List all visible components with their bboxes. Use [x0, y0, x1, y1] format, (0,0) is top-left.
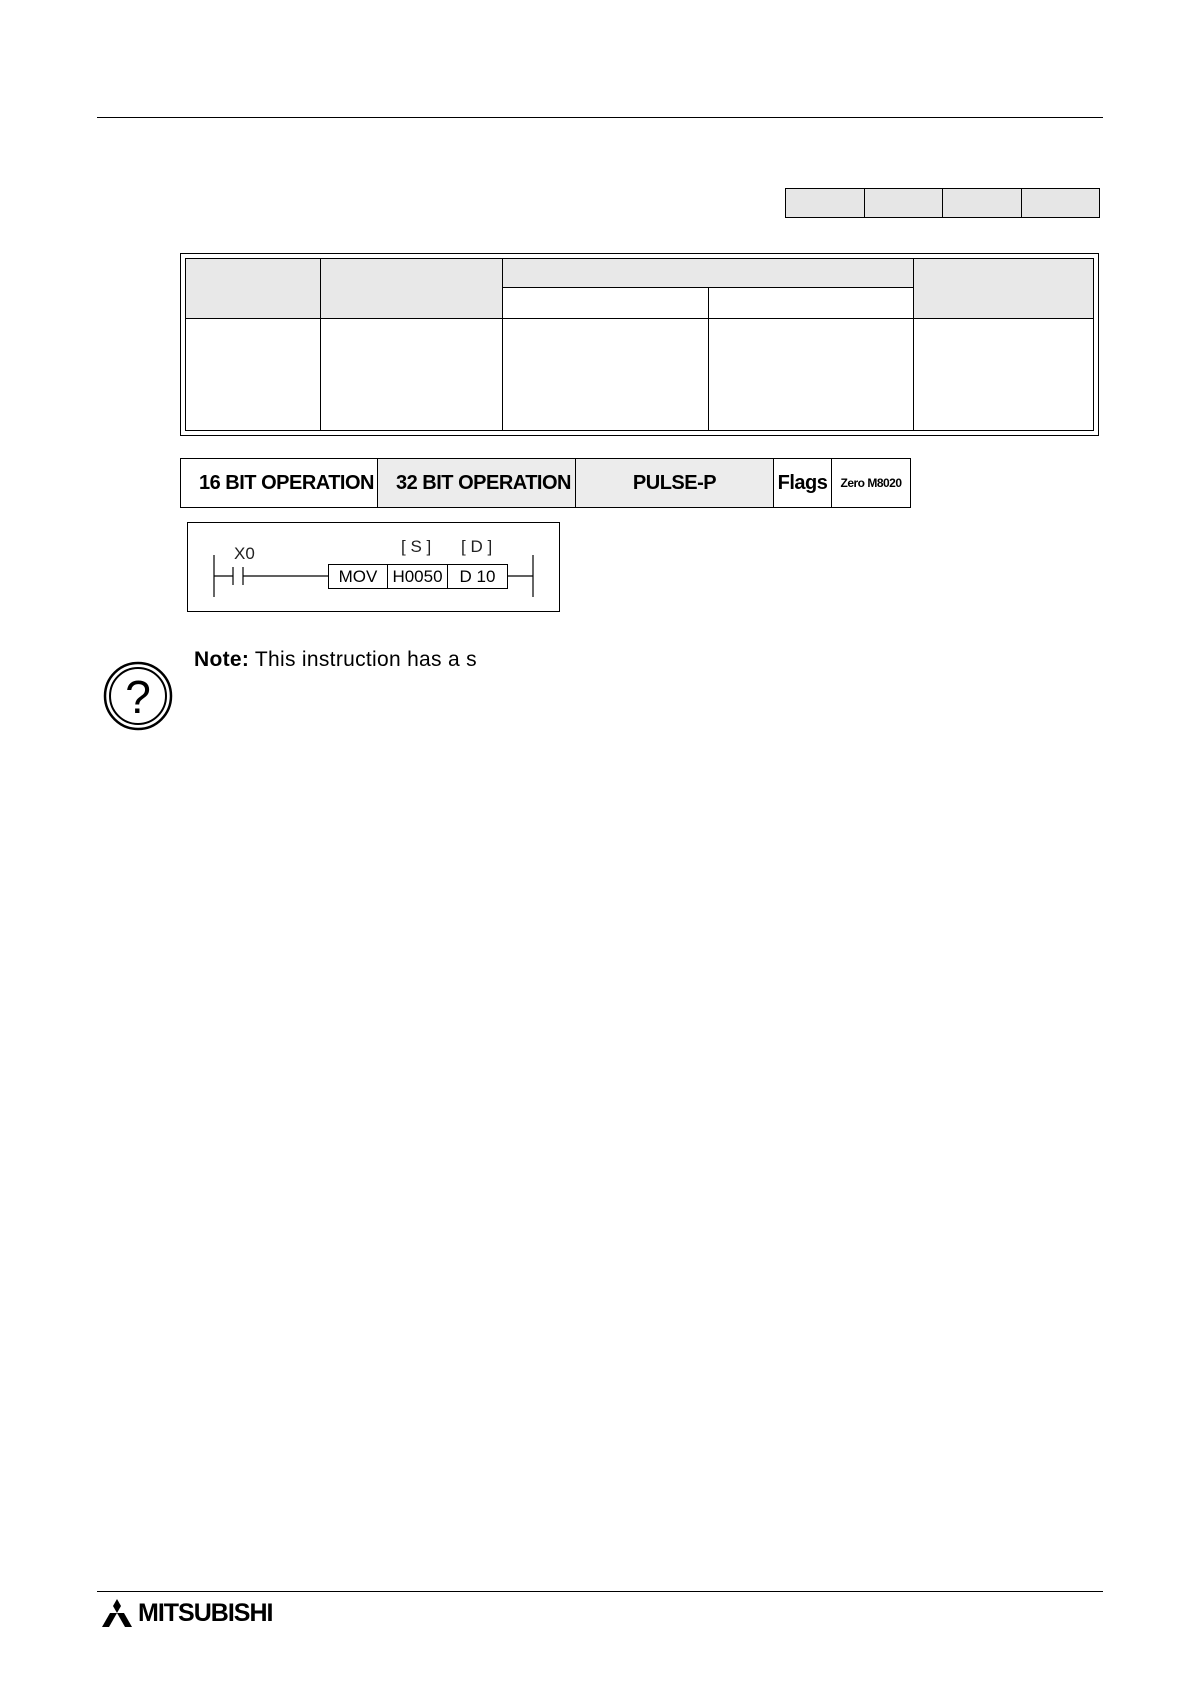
table-cell — [320, 319, 502, 431]
strip-cell — [943, 189, 1022, 217]
question-icon — [103, 660, 173, 732]
applicability-strip — [785, 188, 1100, 218]
table-header-cell — [320, 259, 502, 319]
table-header-cell — [503, 259, 913, 288]
strip-cell — [786, 189, 865, 217]
table-cell — [913, 319, 1093, 431]
destination-value-box: D 10 — [447, 564, 508, 589]
instruction-box: MOV — [328, 564, 388, 589]
strip-cell — [865, 189, 944, 217]
strip-cell — [1022, 189, 1100, 217]
destination-operand-label: [ D ] — [461, 537, 493, 556]
source-value-box: H0050 — [387, 564, 448, 589]
operand-table — [180, 253, 1099, 436]
table-header-cell — [913, 259, 1093, 319]
pulse-label: PULSE-P — [576, 459, 774, 507]
bit16-operation-label: 16 BIT OPERATION — [181, 459, 378, 507]
mitsubishi-logo — [100, 1598, 272, 1628]
three-diamonds-icon — [100, 1599, 134, 1627]
zero-flag-label: Zero M8020 — [832, 459, 910, 507]
table-cell — [503, 319, 708, 431]
table-cell — [708, 319, 913, 431]
table-cell — [186, 319, 321, 431]
brand-wordmark: MITSUBISHI — [138, 1598, 273, 1627]
bit32-operation-label: 32 BIT OPERATION — [378, 459, 576, 507]
flags-label: Flags — [774, 459, 832, 507]
footer-rule — [97, 1591, 1103, 1592]
table-subheader-cell — [503, 288, 708, 319]
svg-text:?: ? — [125, 671, 151, 723]
header-rule — [97, 117, 1103, 118]
table-subheader-cell — [708, 288, 913, 319]
note-label: Note: — [194, 648, 250, 671]
note-body: This instruction has a s — [249, 648, 477, 671]
source-operand-label: [ S ] — [401, 537, 432, 556]
contact-label: X0 — [234, 544, 255, 563]
operation-bar — [180, 458, 911, 508]
table-header-cell — [186, 259, 321, 319]
note-paragraph — [194, 648, 477, 672]
ladder-diagram — [187, 522, 560, 612]
